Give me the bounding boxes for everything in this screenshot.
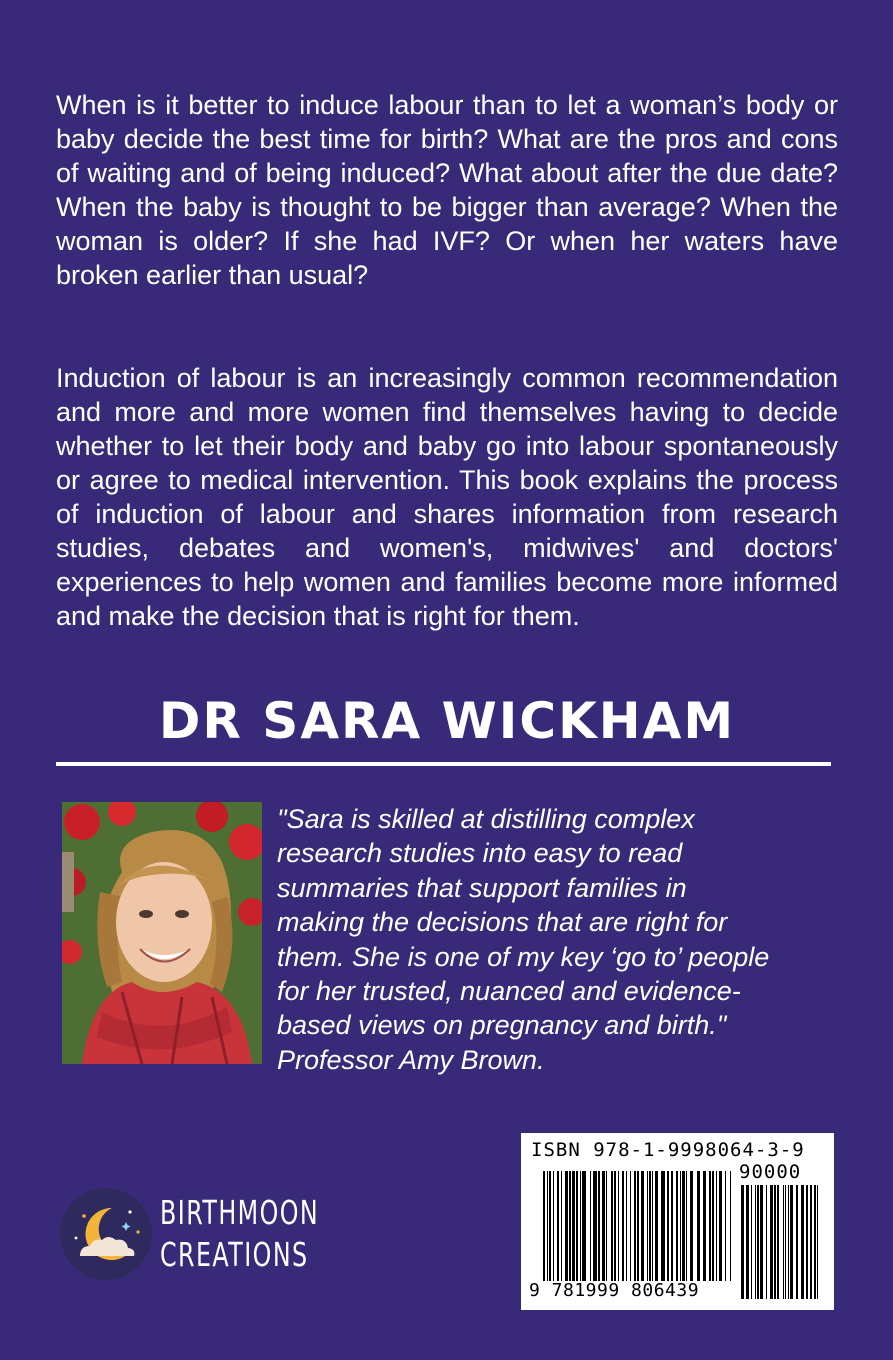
- quote-line: "Sara is skilled at distilling complex: [277, 804, 695, 834]
- quote-attribution: Professor Amy Brown.: [277, 1044, 545, 1075]
- author-name: DR SARA WICKHAM: [158, 692, 736, 750]
- isbn-barcode: [521, 1133, 834, 1310]
- blurb-text-2: Induction of labour is an increasingly common recommendation and more and more women find themselves having to decide whether to let their body and baby go into labour spontaneously or agree to medical intervention. This book explains the process of induction of labour and shares information from research studies, debates and women's, midwives' and doctors' experiences to help women and families become more informed and make the decision that is right for them.: [56, 363, 838, 631]
- quote-line: them. She is one of my key ‘go to’ people: [277, 941, 770, 972]
- blurb-paragraph-2: [56, 361, 838, 633]
- divider: [56, 762, 831, 766]
- author-portrait-image: [62, 802, 262, 1064]
- testimonial-quote: [277, 802, 837, 1077]
- blurb-paragraph-1: [56, 88, 838, 292]
- publisher-logo: [60, 1184, 360, 1284]
- quote-line: research studies into easy to read: [277, 838, 683, 869]
- quote-line: based views on pregnancy and birth.": [277, 1010, 727, 1041]
- barcode-digits: 9 781999 806439: [529, 1280, 700, 1301]
- price-code: 90000: [739, 1161, 802, 1183]
- moon-cloud-icon: [60, 1188, 152, 1280]
- publisher-name-line-1: BIRTHMOON: [160, 1193, 320, 1232]
- quote-line: for her trusted, nuanced and evidence-: [277, 976, 741, 1007]
- isbn-label: ISBN 978-1-9998064-3-9: [531, 1139, 805, 1161]
- author-photo: [62, 802, 262, 1064]
- blurb-text-1: When is it better to induce labour than to let a woman’s body or baby decide the best time for birth? What are the pros and cons of waiting and of being induced? What about after the due date? When the baby is thought to be bigger than average? When the woman is older? If she had IVF? Or when her waters have broken earlier than usual?: [56, 90, 838, 290]
- publisher-name: [160, 1192, 319, 1276]
- quote-line: summaries that support families in: [277, 872, 687, 903]
- quote-line: making the decisions that are right for: [277, 907, 728, 938]
- publisher-name-line-2: CREATIONS: [160, 1235, 309, 1274]
